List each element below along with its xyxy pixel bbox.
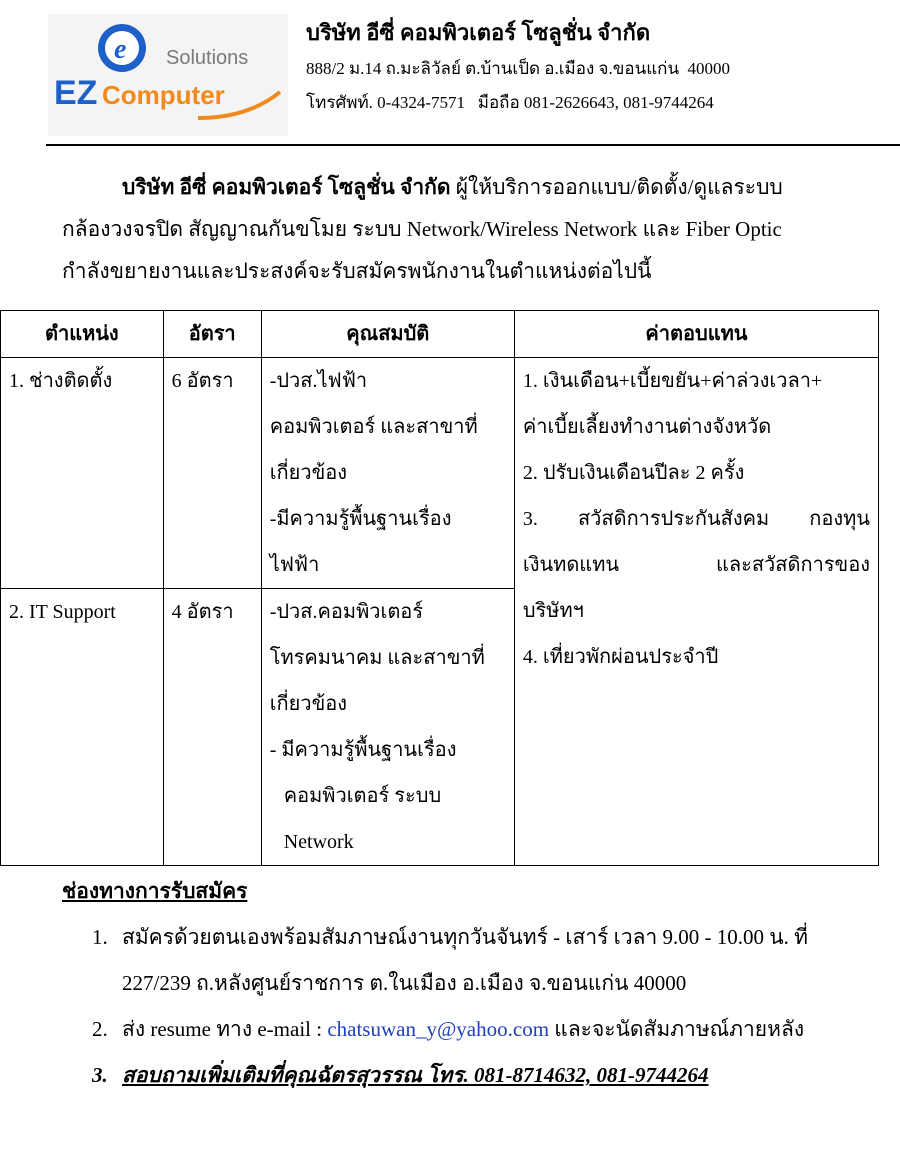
benefit-word: กองทุน xyxy=(809,508,870,530)
position-cell: 1. ช่างติดตั้ง xyxy=(1,358,164,589)
qualifications-cell xyxy=(261,358,514,589)
qualification-line: ไฟฟ้า xyxy=(269,554,320,576)
list-number: 2. xyxy=(92,1017,108,1041)
benefit-line: 1. เงินเดือน+เบี้ยขยัน+ค่าล่วงเวลา+ xyxy=(522,370,823,392)
benefit-line: ค่าเบี้ยเลี้ยงทำงานต่างจังหวัด xyxy=(522,416,772,438)
qualification-line: -ปวส.คอมพิวเตอร์ xyxy=(269,601,424,623)
list-item xyxy=(62,914,862,1006)
benefit-line xyxy=(523,542,870,588)
list-number: 1. xyxy=(92,925,108,949)
job-table xyxy=(0,310,879,866)
qualifications-cell xyxy=(261,589,514,866)
rate-cell: 4 อัตรา xyxy=(163,589,261,866)
application-list xyxy=(62,914,862,1098)
header-benefits: ค่าตอบแทน xyxy=(514,311,878,358)
header-divider xyxy=(46,144,900,146)
benefits-cell xyxy=(514,358,878,866)
benefit-line xyxy=(523,496,870,542)
company-name: บริษัท อีซี่ คอมพิวเตอร์ โซลูชั่น จำกัด xyxy=(306,20,651,45)
benefit-word: และสวัสดิการของ xyxy=(715,554,870,576)
logo-computer-text: Computer xyxy=(102,80,225,110)
qualification-line: - มีความรู้พื้นฐานเรื่อง xyxy=(269,739,457,761)
ez-computer-logo-graphic xyxy=(48,14,288,136)
logo-ez-text: EZ xyxy=(54,74,98,112)
contact-text: สอบถามเพิ่มเติมที่คุณฉัตรสุวรรณ โทร. 081-8714632, 081-9744264 xyxy=(122,1063,709,1087)
benefit-word: สวัสดิการประกันสังคม xyxy=(577,508,770,530)
company-address: 888/2 ม.14 ถ.มะลิวัลย์ ต.บ้านเป็ด อ.เมือง จ.ขอนแก่น 40000 xyxy=(306,59,731,78)
qualification-line: -มีความรู้พื้นฐานเรื่อง xyxy=(269,508,452,530)
qualification-line: คอมพิวเตอร์ และสาขาที่ xyxy=(269,416,478,438)
intro-paragraph xyxy=(62,166,862,292)
application-title: ช่องทางการรับสมัคร xyxy=(62,879,248,903)
benefit-word: 3. xyxy=(522,508,538,530)
benefit-word: เงินทดแทน xyxy=(522,554,620,576)
email-link[interactable]: chatsuwan_y@yahoo.com xyxy=(327,1017,550,1041)
list-item-text: 227/239 ถ.หลังศูนย์ราชการ ต.ในเมือง อ.เมือง จ.ขอนแก่น 40000 xyxy=(122,971,687,995)
company-header xyxy=(306,18,730,116)
rate-cell: 6 อัตรา xyxy=(163,358,261,589)
qualification-line: เกี่ยวข้อง xyxy=(269,693,348,715)
header-position: ตำแหน่ง xyxy=(1,311,164,358)
qualification-line: เกี่ยวข้อง xyxy=(269,462,348,484)
application-section xyxy=(62,868,862,1098)
company-phone: โทรศัพท์. 0-4324-7571 มือถือ 081-2626643, 081-9744264 xyxy=(306,93,714,112)
intro-line3: กำลังขยายงานและประสงค์จะรับสมัครพนักงานในตำแหน่งต่อไปนี้ xyxy=(62,259,652,283)
list-item-text: ส่ง resume ทาง e-mail : xyxy=(122,1017,328,1041)
qualification-line: โทรคมนาคม และสาขาที่ xyxy=(269,647,485,669)
list-item xyxy=(62,1006,862,1052)
header-rate: อัตรา xyxy=(163,311,261,358)
qualification-line: -ปวส.ไฟฟ้า xyxy=(269,370,368,392)
intro-company-name: บริษัท อีซี่ คอมพิวเตอร์ โซลูชั่น จำกัด xyxy=(122,175,451,199)
qualification-line: คอมพิวเตอร์ ระบบ xyxy=(283,785,442,807)
list-number: 3. xyxy=(92,1063,108,1087)
benefit-line: 2. ปรับเงินเดือนปีละ 2 ครั้ง xyxy=(522,462,745,484)
position-cell: 2. IT Support xyxy=(1,589,164,866)
logo-e-letter: e xyxy=(114,34,127,65)
company-logo xyxy=(48,14,288,136)
benefit-line: บริษัทฯ xyxy=(522,600,584,622)
list-item xyxy=(62,1052,862,1098)
header-qualifications: คุณสมบัติ xyxy=(261,311,514,358)
qualification-line: Network xyxy=(283,831,354,853)
intro-line2: กล้องวงจรปิด สัญญาณกันขโมย ระบบ Network/Wireless Network และ Fiber Optic xyxy=(62,217,782,241)
logo-solutions-text: Solutions xyxy=(166,47,249,69)
table-header-row xyxy=(1,311,879,358)
benefit-line: 4. เที่ยวพักผ่อนประจำปี xyxy=(522,646,719,668)
list-item-text: สมัครด้วยตนเองพร้อมสัมภาษณ์งานทุกวันจันทร์ - เสาร์ เวลา 9.00 - 10.00 น. ที่ xyxy=(122,925,808,949)
list-item-text: และจะนัดสัมภาษณ์ภายหลัง xyxy=(549,1017,805,1041)
table-row xyxy=(1,358,879,589)
intro-line1-rest: ผู้ให้บริการออกแบบ/ติดตั้ง/ดูแลระบบ xyxy=(450,175,783,199)
